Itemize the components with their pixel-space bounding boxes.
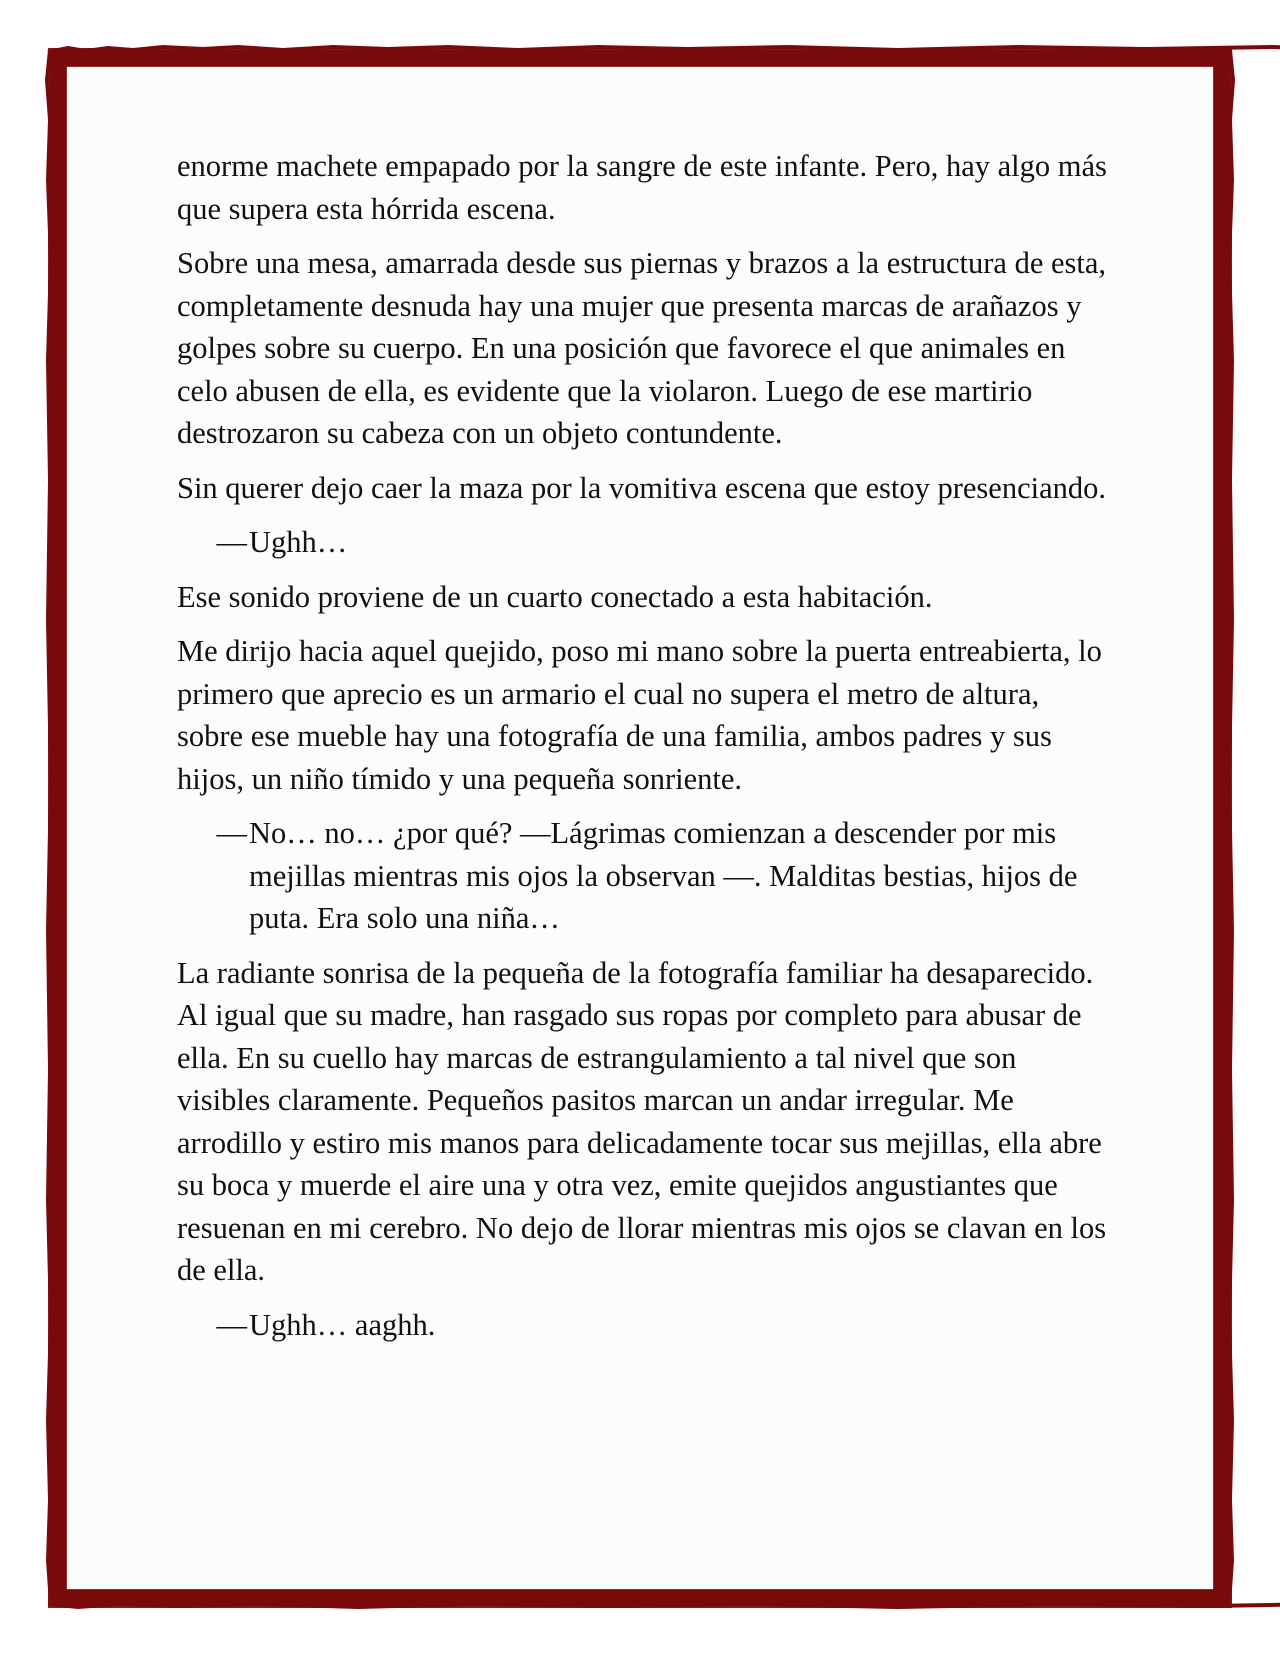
body-paragraph: Sin querer dejo caer la maza por la vomitiva escena que estoy presenciando. [177,470,1107,505]
dialogue-dash: — [216,1307,247,1342]
body-paragraph: Sobre una mesa, amarrada desde sus piernas y brazos a la estructura de esta, completamente desnuda hay una mujer que presenta marcas de arañazos y golpes sobre su cuerpo. En una posición que favorece el que animales en celo abusen de ella, es evidente que la violaron. Luego de ese martirio destrozaron su cabeza con un objeto contundente. [177,246,1107,450]
dialogue-dash: — [216,816,247,850]
dialogue-line [177,812,1107,940]
body-paragraph: Me dirijo hacia aquel quejido, poso mi mano sobre la puerta entreabierta, lo primero que aprecio es un armario el cual no supera el metro de altura, sobre ese mueble hay una fotografía de una familia, ambos padres y sus hijos, un niño tímido y una pequeña sonriente. [177,634,1102,796]
dialogue-text: No… no… ¿por qué? —Lágrimas comienzan a descender por mis mejillas mientras mis ojos la observan —. Malditas bestias, hijos de puta. Era solo una niña… [249,816,1078,935]
dialogue-text: Ughh… [249,525,348,559]
body-paragraph: La radiante sonrisa de la pequeña de la fotografía familiar ha desaparecido. Al igual que su madre, han rasgado sus ropas por completo para abusar de ella. En su cuello hay marcas de estrangulamiento a tal nivel que son visibles claramente. Pequeños pasitos marcan un andar irregular. Me arrodillo y estiro mis manos para delicadamente tocar sus mejillas, ella abre su boca y muerde el aire una y otra vez, emite quejidos angustiantes que resuenan en mi cerebro. No dejo de llorar mientras mis ojos se clavan en los de ella. [177,955,1107,1287]
dialogue-dash: — [216,525,247,559]
dialogue-line [177,521,1107,564]
body-paragraph: Ese sonido proviene de un cuarto conectado a esta habitación. [177,579,933,614]
dialogue-text: Ughh… aaghh. [249,1307,436,1342]
body-paragraph: enorme machete empapado por la sangre de este infante. Pero, hay algo más que supera esta hórrida escena. [177,149,1107,226]
document-body [177,145,1107,1358]
dialogue-line [177,1304,1107,1347]
